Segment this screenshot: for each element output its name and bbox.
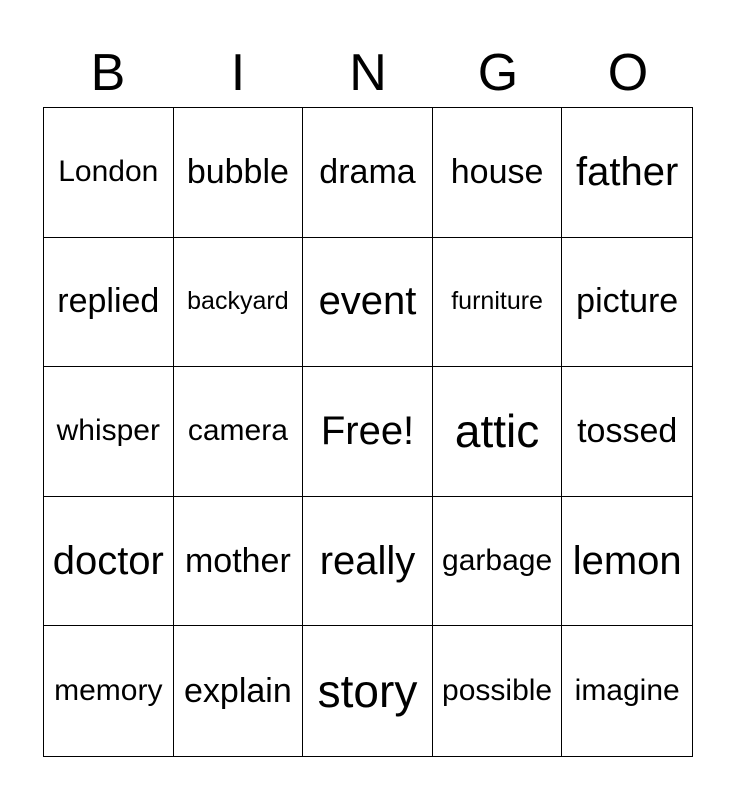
header-letter-g: G <box>477 44 519 102</box>
bingo-header <box>43 40 693 106</box>
header-letter-n: N <box>349 44 387 102</box>
bingo-cell[interactable]: lemon <box>562 497 692 627</box>
bingo-cell[interactable]: really <box>303 497 433 627</box>
bingo-cell[interactable]: father <box>562 108 692 238</box>
bingo-cell[interactable]: house <box>433 108 563 238</box>
bingo-cell[interactable]: London <box>44 108 174 238</box>
bingo-cell[interactable]: imagine <box>574 674 680 708</box>
header-letter-o: O <box>607 44 649 102</box>
bingo-cell[interactable]: explain <box>174 626 304 756</box>
bingo-cell[interactable]: replied <box>44 238 174 368</box>
bingo-cell[interactable]: bubble <box>174 108 304 238</box>
bingo-cell[interactable]: furniture <box>433 238 563 368</box>
bingo-cell[interactable]: mother <box>174 497 304 627</box>
bingo-cell[interactable]: garbage <box>433 497 563 627</box>
bingo-board <box>43 107 693 757</box>
bingo-cell[interactable]: whisper <box>44 367 174 497</box>
bingo-cell[interactable]: possible <box>433 626 563 756</box>
bingo-cell[interactable]: event <box>303 238 433 368</box>
bingo-cell[interactable]: story <box>303 626 433 756</box>
bingo-cell[interactable]: doctor <box>44 497 174 627</box>
bingo-cell[interactable]: picture <box>562 238 692 368</box>
header-letter-i: I <box>230 44 246 102</box>
bingo-cell[interactable]: attic <box>433 367 563 497</box>
bingo-cell[interactable]: tossed <box>562 367 692 497</box>
bingo-cell[interactable]: drama <box>303 108 433 238</box>
free-space-cell[interactable]: Free! <box>303 367 433 497</box>
bingo-cell[interactable]: backyard <box>174 238 304 368</box>
header-letter-b: B <box>90 44 126 102</box>
bingo-cell[interactable]: camera <box>174 367 304 497</box>
bingo-cell[interactable]: memory <box>44 626 174 756</box>
